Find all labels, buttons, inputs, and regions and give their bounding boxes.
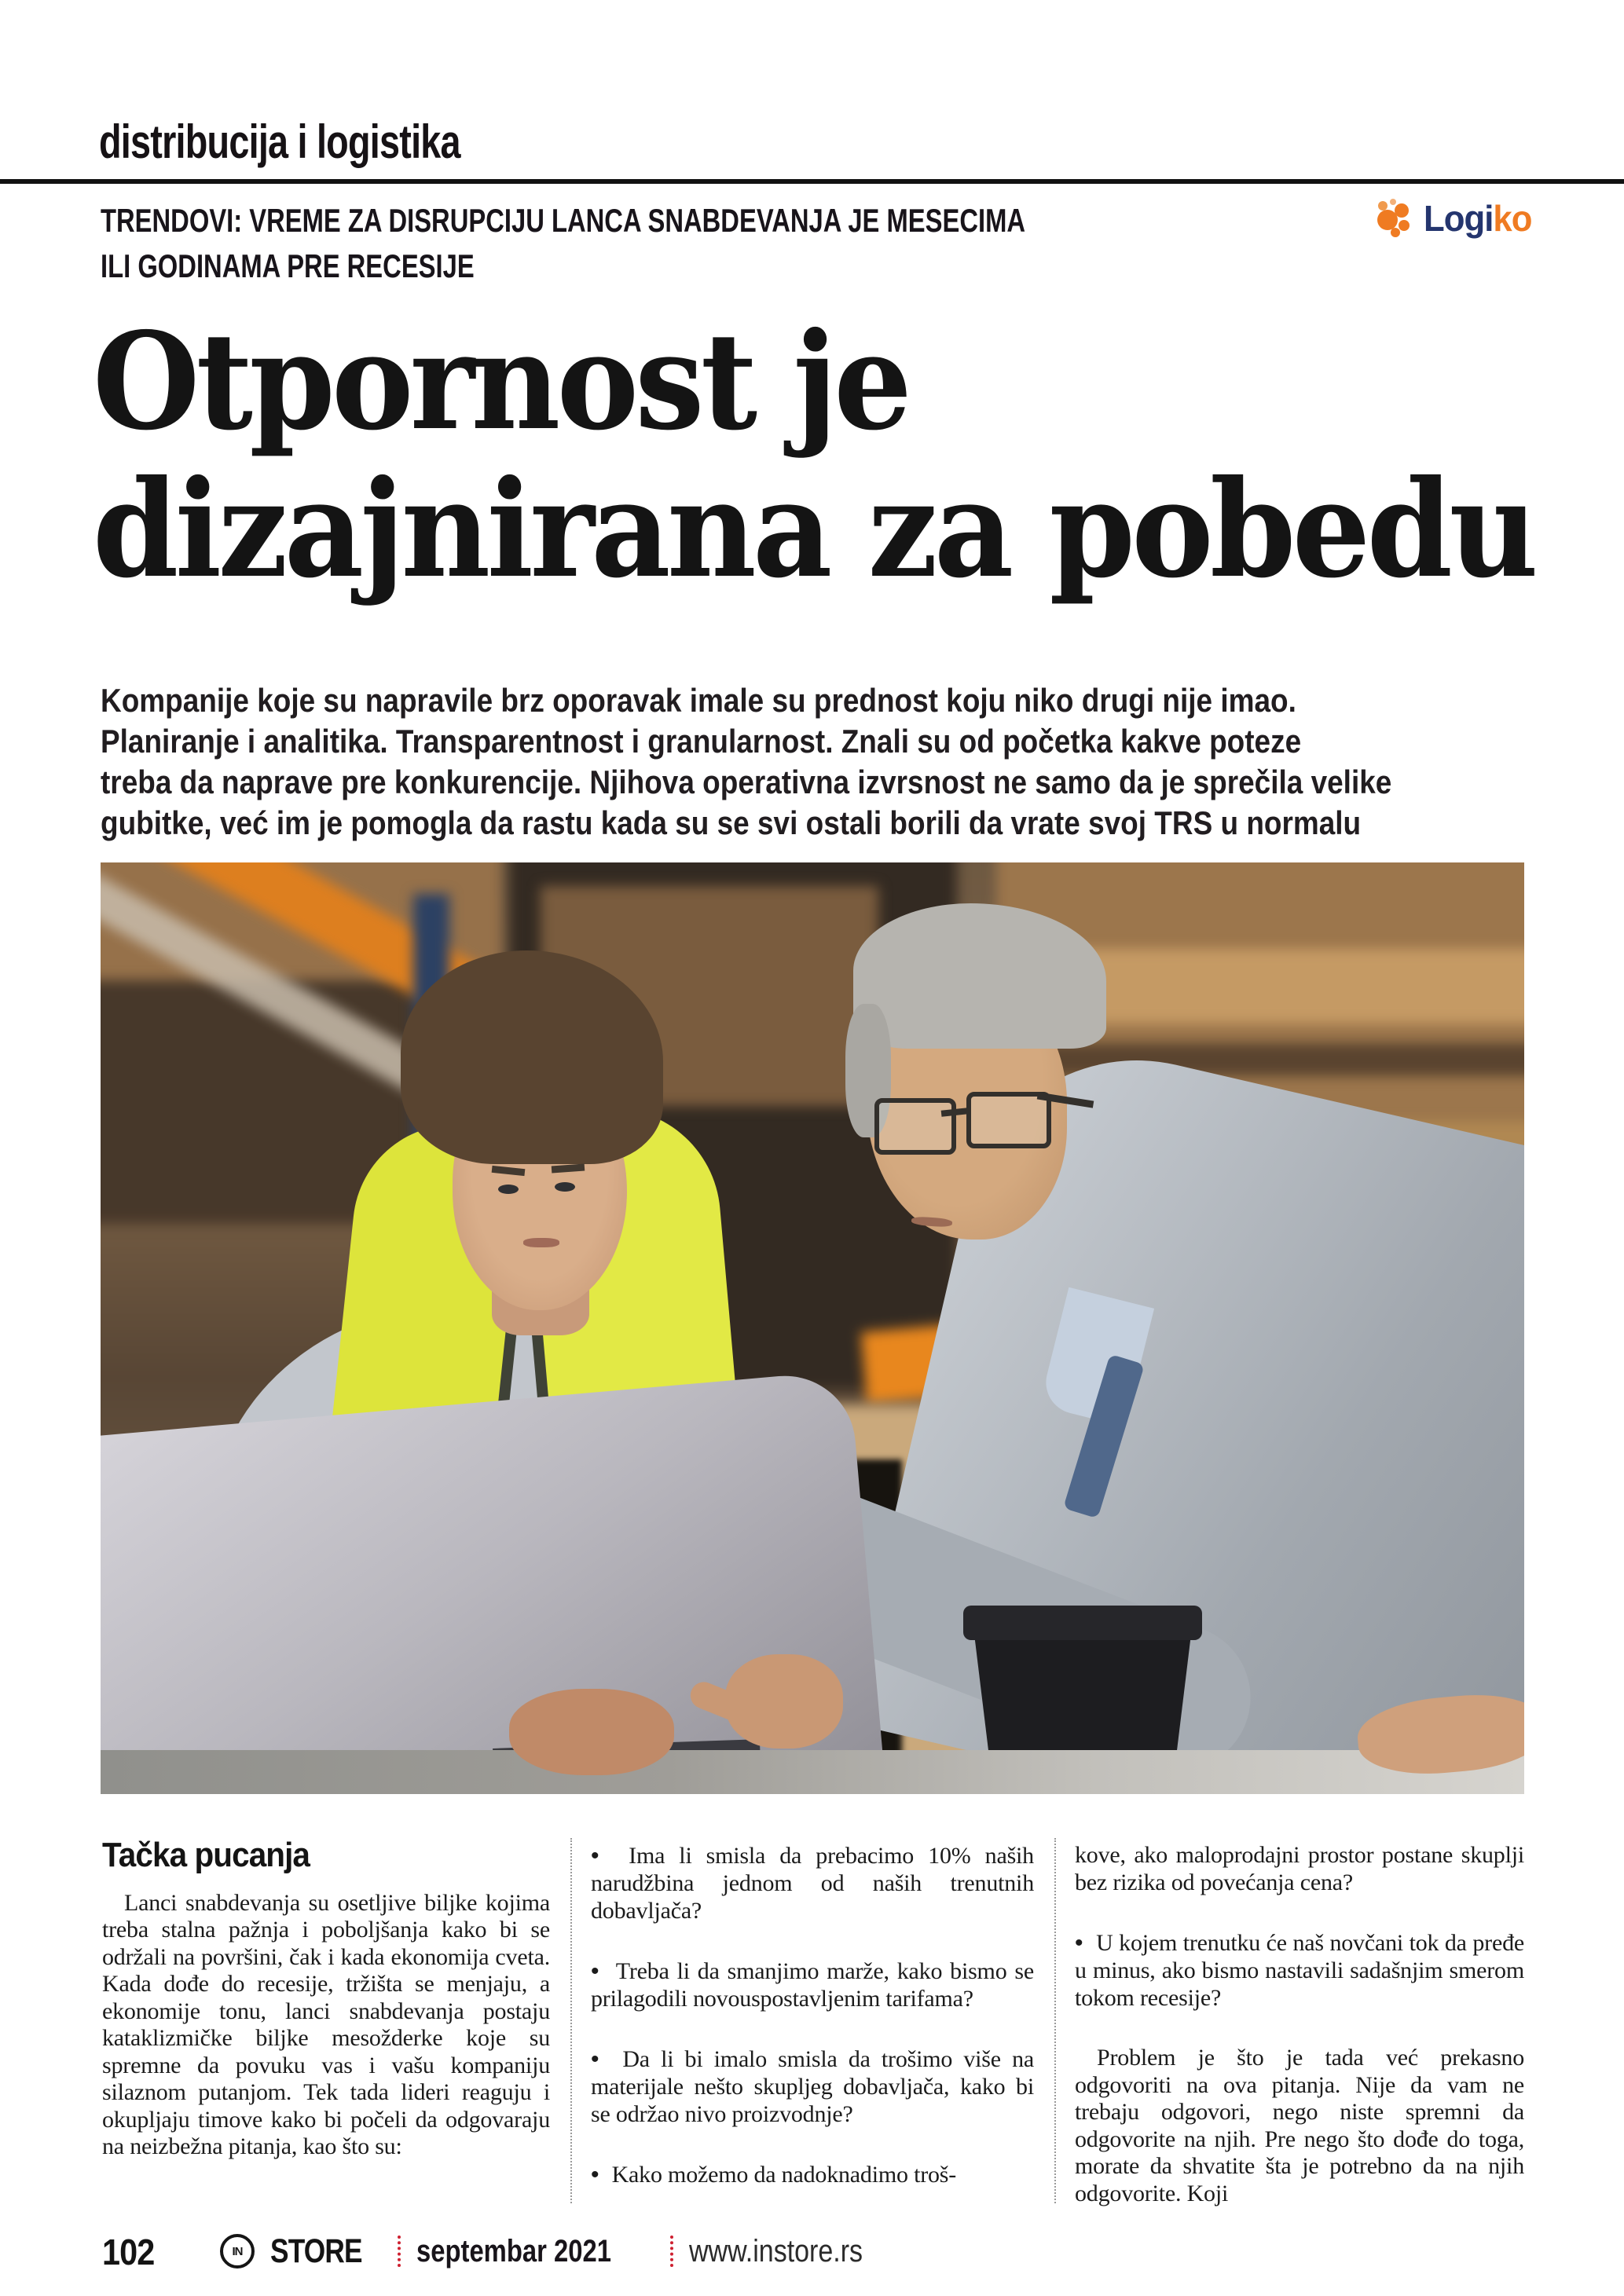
worker-mouth xyxy=(523,1238,559,1247)
footer-separator-dotted xyxy=(670,2236,673,2267)
bullet-item: • Kako možemo da nadoknadimo troš- xyxy=(591,2161,1034,2188)
bullet-item: • Da li bi imalo smisla da trošimo više na materijale nešto skupljeg dobavljača, kako bi se održao nivo proizvodnje? xyxy=(591,2045,1034,2128)
column-1 xyxy=(102,1836,550,2161)
website-url: www.instore.rs xyxy=(688,2233,863,2269)
instore-logo-text: IN xyxy=(232,2244,243,2258)
footer-branding xyxy=(220,2229,893,2273)
column-separator xyxy=(570,1838,572,2203)
article-title-line2: dizajnirana za pobedu xyxy=(93,451,1535,608)
lead-line4: gubitke, već im je pomogla da rastu kada su se svi ostali borili da vrate svoj TRS u normalu xyxy=(101,804,1362,841)
section-label: distribucija i logistika xyxy=(99,115,460,168)
logiko-logo xyxy=(1372,196,1538,240)
logiko-icon xyxy=(1372,196,1416,240)
body-paragraph: Lanci snabdevanja su osetljive biljke kojima treba stalna pažnja i poboljšanja kako bi se održali na površini, čak i kada ekonomija cveta. Kada dođe do recesije, tržišta se menjaju, a ekonomije tonu, lanci snabdevanja postaju kataklizmičke biljke mesožderke koje su spremne da povuku vas i vašu kompaniju silaznom putanjom. Tek tada lideri reaguju i okupljaju timove kako bi počeli da odgovaraju na neizbežna pitanja, kao što su: xyxy=(102,1889,550,2159)
body-paragraph: kove, ako maloprodajni prostor postane skuplji bez rizika od povećanja cena? xyxy=(1075,1842,1524,1895)
header-rule xyxy=(0,179,1624,184)
column-heading: Tačka pucanja xyxy=(102,1836,310,1874)
magazine-name: STORE xyxy=(270,2232,362,2270)
instore-logo-icon xyxy=(220,2234,255,2269)
article-title xyxy=(93,303,1535,608)
page-footer xyxy=(0,2229,1624,2276)
logiko-text-secondary: ko xyxy=(1493,198,1532,239)
kicker-line2: ILI GODINAMA PRE RECESIJE xyxy=(101,247,475,284)
worker-eye xyxy=(555,1182,575,1192)
logiko-wordmark xyxy=(1424,197,1532,240)
worker-eye xyxy=(498,1185,519,1194)
article-photo xyxy=(101,862,1524,1794)
lead-line2: Planiranje i analitika. Transparentnost i granularnost. Znali su od početka kakve poteze xyxy=(101,723,1302,760)
column-separator xyxy=(1054,1838,1056,2203)
page-number: 102 xyxy=(102,2232,155,2272)
glasses-lens xyxy=(966,1092,1051,1148)
worker-hand xyxy=(509,1689,674,1775)
warehouse-boxes xyxy=(1043,949,1524,1023)
body-paragraph: Problem je što je tada već prekasno odgovoriti na ova pitanja. Nije da vam ne trebaju odgovori, nego niste spremni da odgovorite na njih. Pre nego što dođe do toga, morate da shvatite šta je potrebno da na njih odgovorite. Koji xyxy=(1075,2045,1524,2206)
glasses-lens xyxy=(874,1098,956,1155)
issue-date: septembar 2021 xyxy=(416,2233,612,2269)
column-3 xyxy=(1075,1842,1524,2207)
black-cup-lid xyxy=(963,1606,1202,1640)
lead-line1: Kompanije koje su napravile brz oporavak imale su prednost koju niko drugi nije imao. xyxy=(101,682,1296,719)
bullet-item: • Ima li smisla da prebacimo 10% naših narudžbina jednom od naših trenutnih dobavljača? xyxy=(591,1842,1034,1924)
bullet-item: • Treba li da smanjimo marže, kako bismo se prilagodili novouspostavljenim tarifama? xyxy=(591,1957,1034,2012)
kicker-line1: TRENDOVI: VREME ZA DISRUPCIJU LANCA SNABDEVANJA JE MESECIMA xyxy=(101,202,1026,239)
logiko-text-primary: Logi xyxy=(1424,198,1494,239)
lead-line3: treba da naprave pre konkurencije. Njihova operativna izvrsnost ne samo da je sprečila velike xyxy=(101,764,1392,800)
kicker xyxy=(101,198,1025,289)
article-title-line1: Otpornost je xyxy=(93,303,909,460)
lead-paragraph xyxy=(101,680,1391,844)
column-2 xyxy=(591,1842,1034,2221)
table-edge xyxy=(101,1750,1524,1794)
footer-separator-dotted xyxy=(398,2236,401,2267)
bullet-item: • U kojem trenutku će naš novčani tok da pređe u minus, ako bismo nastavili sadašnjim smerom tokom recesije? xyxy=(1075,1929,1524,2012)
